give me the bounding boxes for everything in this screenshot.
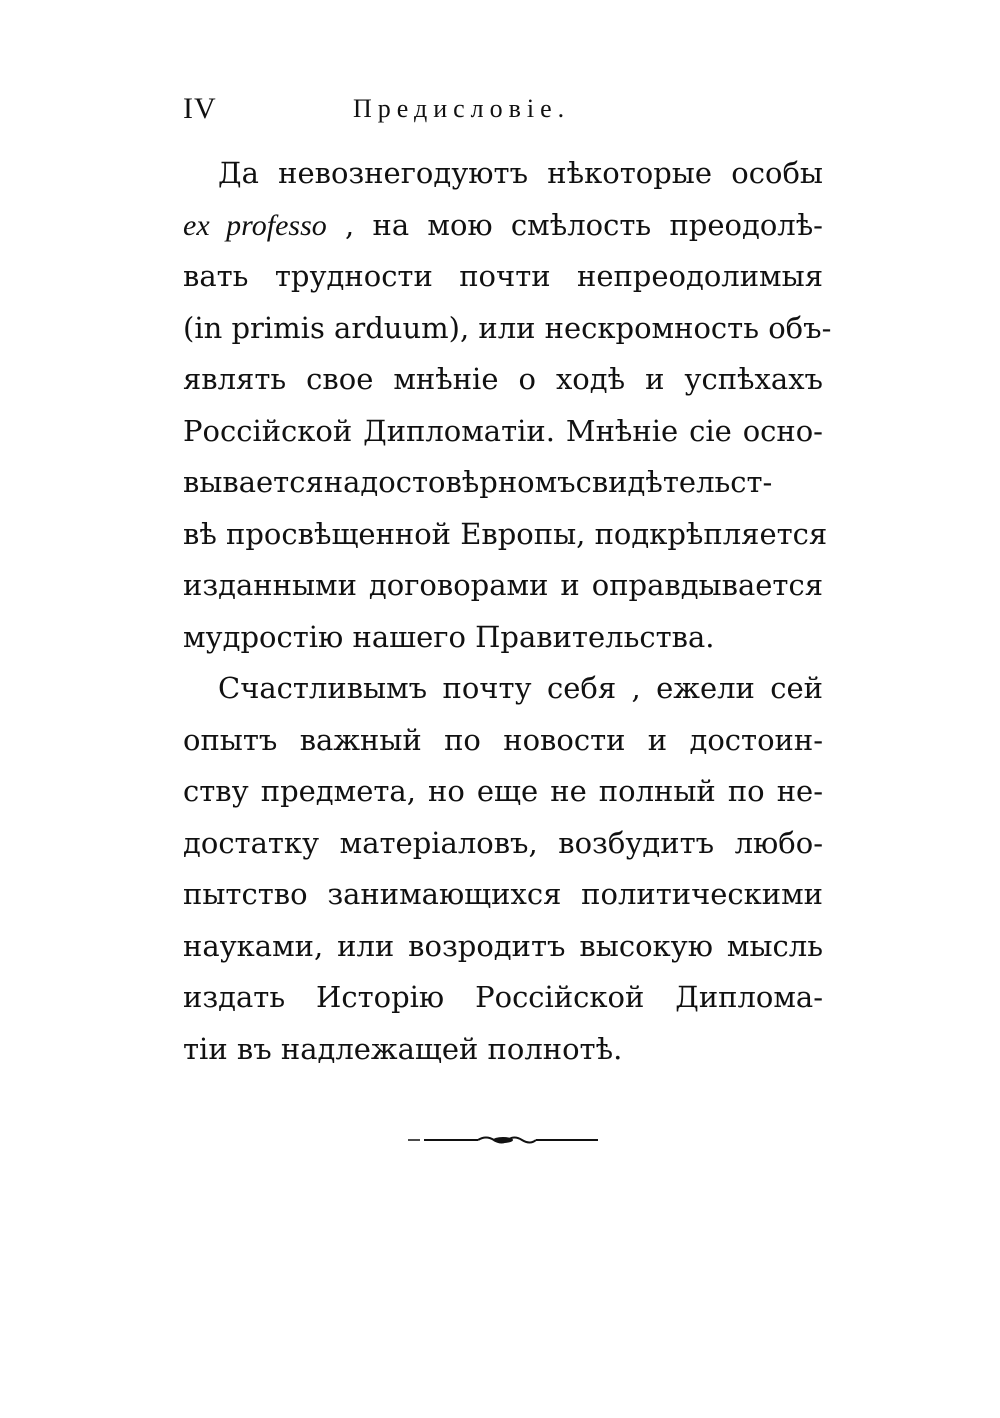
text-line: (in primis arduum), или нескромность объ- bbox=[183, 310, 832, 345]
text-line-remainder: , на мою смѣлость преодолѣ- bbox=[326, 207, 823, 242]
text-line: пытство занимающихся политическими bbox=[183, 877, 823, 911]
text-line: ству предмета, но еще не полный по не- bbox=[183, 774, 823, 808]
text-line: мудростію нашего Правительства. bbox=[183, 619, 715, 654]
text-line: опытъ важный по новости и достоин- bbox=[183, 722, 823, 757]
body-text bbox=[183, 148, 832, 1075]
text-line: изданными договорами и оправдывается bbox=[183, 568, 823, 602]
text-line bbox=[183, 200, 823, 252]
text-line: являть свое мнѣніе о ходѣ и успѣхахъ bbox=[183, 362, 823, 396]
text-line: достатку матеріаловъ, возбудитъ любо- bbox=[183, 825, 823, 860]
page-number: IV bbox=[183, 92, 217, 125]
text-line: вѣ просвѣщенной Европы, подкрѣпляется bbox=[183, 516, 828, 551]
text-line: Да невознегодуютъ нѣкоторые особы bbox=[218, 156, 823, 190]
decorative-rule-icon bbox=[408, 1130, 598, 1150]
text-line: Счастливымъ почту себя , ежели сей bbox=[218, 671, 823, 705]
text-line-latin: ex professo bbox=[183, 208, 327, 242]
text-line: вываетсянадостовѣрномъсвидѣтельст- bbox=[183, 465, 773, 499]
text-line: издать Исторію Россійской Диплома- bbox=[183, 980, 823, 1014]
text-line: науками, или возродитъ высокую мысль bbox=[183, 928, 823, 963]
text-line: вать трудности почти непреодолимыя bbox=[183, 259, 823, 293]
page-header bbox=[183, 92, 823, 132]
text-line: Россійской Дипломатіи. Мнѣніе сіе осно- bbox=[183, 413, 823, 448]
text-line: тіи въ надлежащей полнотѣ. bbox=[183, 1031, 623, 1066]
running-head: Предисловіе. bbox=[353, 94, 571, 123]
